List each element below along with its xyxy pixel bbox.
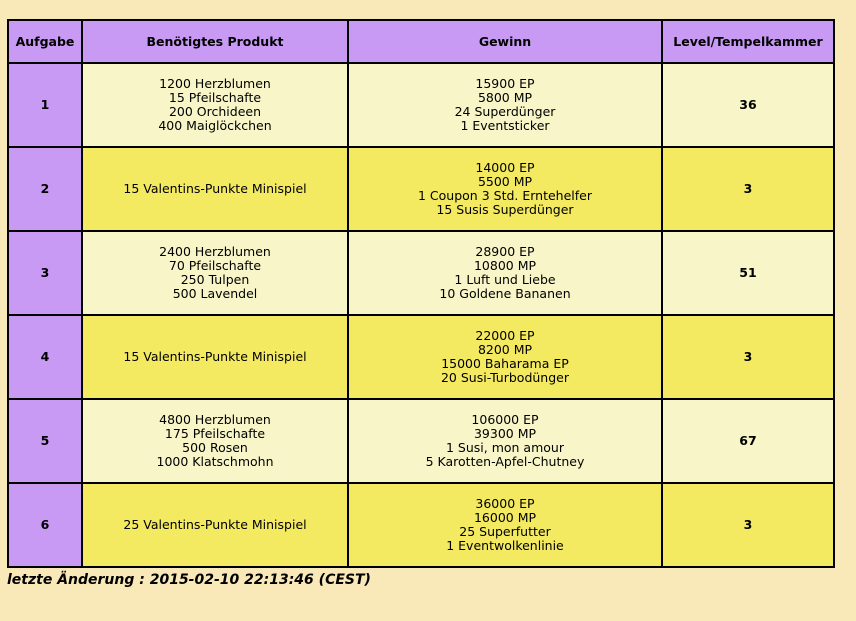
required-product-line: 25 Valentins-Punkte Minispiel [123,517,307,532]
table-row [8,315,834,399]
required-product-line: 500 Lavendel [172,286,258,301]
task-number-cell: 2 [8,147,82,231]
table-row [8,63,834,147]
reward-line: 1 Eventwolkenlinie [446,538,564,553]
required-product-cell [82,399,348,483]
required-product-line: 4800 Herzblumen [159,412,271,427]
task-number-cell: 5 [8,399,82,483]
table-row [8,147,834,231]
reward-line: 39300 MP [473,426,537,441]
required-product-cell [82,63,348,147]
task-number-cell: 6 [8,483,82,567]
reward-line: 8200 MP [477,342,533,357]
reward-line: 15000 Baharama EP [441,356,569,371]
reward-cell [348,483,662,567]
table-row [8,483,834,567]
reward-cell [348,315,662,399]
quest-table [7,19,835,568]
reward-line: 36000 EP [475,496,535,511]
reward-line: 15 Susis Superdünger [436,202,574,217]
required-product-line: 1000 Klatschmohn [156,454,274,469]
required-product-line: 1200 Herzblumen [159,76,271,91]
quest-table-container [7,19,833,568]
required-product-line: 250 Tulpen [180,272,250,287]
required-product-line: 15 Valentins-Punkte Minispiel [123,349,307,364]
level-cell: 3 [662,147,834,231]
required-product-cell [82,483,348,567]
reward-line: 10800 MP [473,258,537,273]
reward-line: 5800 MP [477,90,533,105]
level-cell: 36 [662,63,834,147]
required-product-line: 15 Pfeilschafte [168,90,262,105]
required-product-cell [82,315,348,399]
last-modified-text: letzte Änderung : 2015-02-10 22:13:46 (CEST) [7,572,371,588]
table-body [8,63,834,567]
table-header-row [8,20,834,63]
reward-line: 15900 EP [475,76,535,91]
reward-line: 25 Superfutter [459,524,551,539]
reward-line: 16000 MP [473,510,537,525]
reward-cell [348,63,662,147]
reward-line: 20 Susi-Turbodünger [440,370,569,385]
reward-line: 5500 MP [477,174,533,189]
header-level: Level/Tempelkammer [662,20,834,63]
required-product-line: 400 Maiglöckchen [158,118,272,133]
required-product-line: 2400 Herzblumen [159,244,271,259]
reward-cell [348,399,662,483]
reward-line: 10 Goldene Bananen [439,286,571,301]
reward-line: 1 Eventsticker [460,118,550,133]
reward-line: 28900 EP [475,244,535,259]
reward-line: 1 Susi, mon amour [446,440,564,455]
reward-line: 106000 EP [471,412,539,427]
header-aufgabe: Aufgabe [8,20,82,63]
required-product-cell [82,147,348,231]
level-cell: 51 [662,231,834,315]
header-gewinn: Gewinn [348,20,662,63]
table-row [8,231,834,315]
level-cell: 67 [662,399,834,483]
task-number-cell: 3 [8,231,82,315]
reward-cell [348,231,662,315]
table-row [8,399,834,483]
level-cell: 3 [662,315,834,399]
reward-line: 14000 EP [475,160,535,175]
required-product-line: 500 Rosen [182,440,248,455]
reward-cell [348,147,662,231]
reward-line: 24 Superdünger [454,104,556,119]
required-product-line: 200 Orchideen [168,104,262,119]
task-number-cell: 4 [8,315,82,399]
required-product-line: 175 Pfeilschafte [164,426,266,441]
task-number-cell: 1 [8,63,82,147]
required-product-line: 70 Pfeilschafte [168,258,262,273]
required-product-line: 15 Valentins-Punkte Minispiel [123,181,307,196]
reward-line: 22000 EP [475,328,535,343]
reward-line: 1 Coupon 3 Std. Erntehelfer [418,188,592,203]
reward-line: 5 Karotten-Apfel-Chutney [425,454,585,469]
header-produkt: Benötigtes Produkt [82,20,348,63]
level-cell: 3 [662,483,834,567]
required-product-cell [82,231,348,315]
reward-line: 1 Luft und Liebe [454,272,556,287]
